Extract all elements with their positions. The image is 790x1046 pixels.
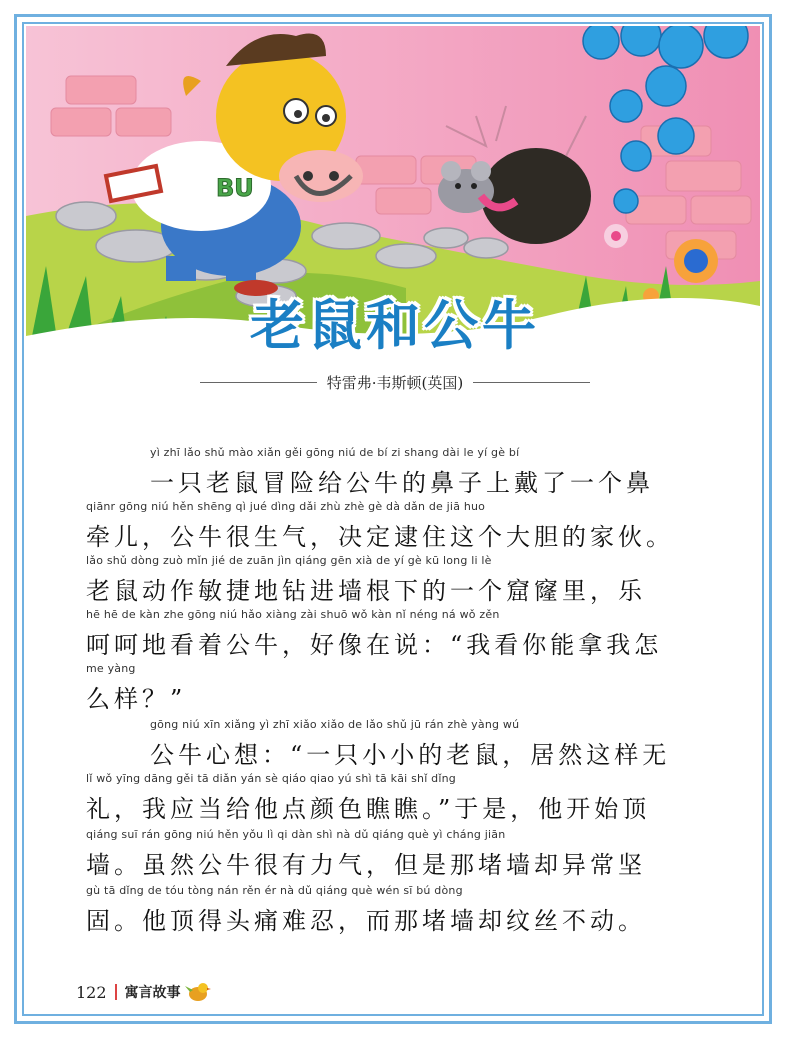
- book-name: 寓言故事: [124, 985, 181, 1001]
- page-footer: [76, 978, 211, 1006]
- pinyin-line: qiáng suī rán gōng niú hěn yǒu lì qi dàn shì nà dǔ qiáng què yì cháng jiān: [86, 828, 506, 841]
- pinyin-line: me yàng: [86, 662, 136, 675]
- author-rule-left: [200, 382, 317, 383]
- text-line: [86, 718, 706, 774]
- hanzi-line: 礼，我应当给他点颜色瞧瞧。”于是，他开始顶: [86, 795, 651, 823]
- text-line: [86, 500, 706, 556]
- text-line: [86, 554, 706, 610]
- pinyin-line: qiānr gōng niú hěn shēng qì jué dìng dǎi zhù zhè gè dà dǎn de jiā huo: [86, 500, 486, 513]
- text-line: [86, 446, 706, 502]
- author-line: [200, 370, 590, 394]
- pinyin-line: lǎo shǔ dòng zuò mǐn jié de zuān jìn qiáng gēn xià de yí gè kū long li lè: [86, 554, 492, 567]
- hanzi-line: 公牛心想：“一只小小的老鼠，居然这样无: [150, 741, 671, 769]
- pinyin-line: yì zhī lǎo shǔ mào xiǎn gěi gōng niú de bí zi shang dài le yí gè bí: [150, 446, 520, 459]
- bull-shirt-text: BU: [216, 174, 254, 202]
- text-line: [86, 828, 706, 884]
- hanzi-line: 老鼠动作敏捷地钻进墙根下的一个窟窿里，乐: [86, 577, 646, 605]
- text-line: [86, 608, 706, 664]
- hanzi-line: 墙。虽然公牛很有力气，但是那堵墙却异常坚: [86, 851, 646, 879]
- hanzi-line: 牵儿，公牛很生气，决定逮住这个大胆的家伙。: [86, 523, 674, 551]
- page-number: 122: [76, 982, 107, 1002]
- author-name: 特雷弗·韦斯顿(英国): [326, 373, 464, 392]
- footer-divider: [115, 984, 117, 1000]
- bird-icon: [185, 980, 211, 1004]
- text-line: [86, 884, 706, 940]
- text-line: [86, 662, 706, 718]
- hanzi-line: 固。他顶得头痛难忍，而那堵墙却纹丝不动。: [86, 907, 646, 935]
- pinyin-line: gōng niú xīn xiǎng yì zhī xiǎo xiǎo de lǎo shǔ jū rán zhè yàng wú: [150, 718, 520, 731]
- pinyin-line: gù tā dǐng de tóu tòng nán rěn ér nà dǔ qiáng què wén sī bú dòng: [86, 884, 463, 897]
- hanzi-line: 么样？”: [86, 685, 187, 713]
- pinyin-line: hē hē de kàn zhe gōng niú hǎo xiàng zài shuō wǒ kàn nǐ néng ná wǒ zěn: [86, 608, 500, 621]
- author-rule-right: [473, 382, 590, 383]
- hanzi-line: 呵呵地看着公牛，好像在说：“我看你能拿我怎: [86, 631, 663, 659]
- pinyin-line: lǐ wǒ yīng dāng gěi tā diǎn yán sè qiáo qiao yú shì tā kāi shǐ dǐng: [86, 772, 456, 785]
- story-title: 老鼠和公牛: [250, 294, 540, 357]
- text-line: [86, 772, 706, 828]
- hanzi-line: 一只老鼠冒险给公牛的鼻子上戴了一个鼻: [150, 469, 654, 497]
